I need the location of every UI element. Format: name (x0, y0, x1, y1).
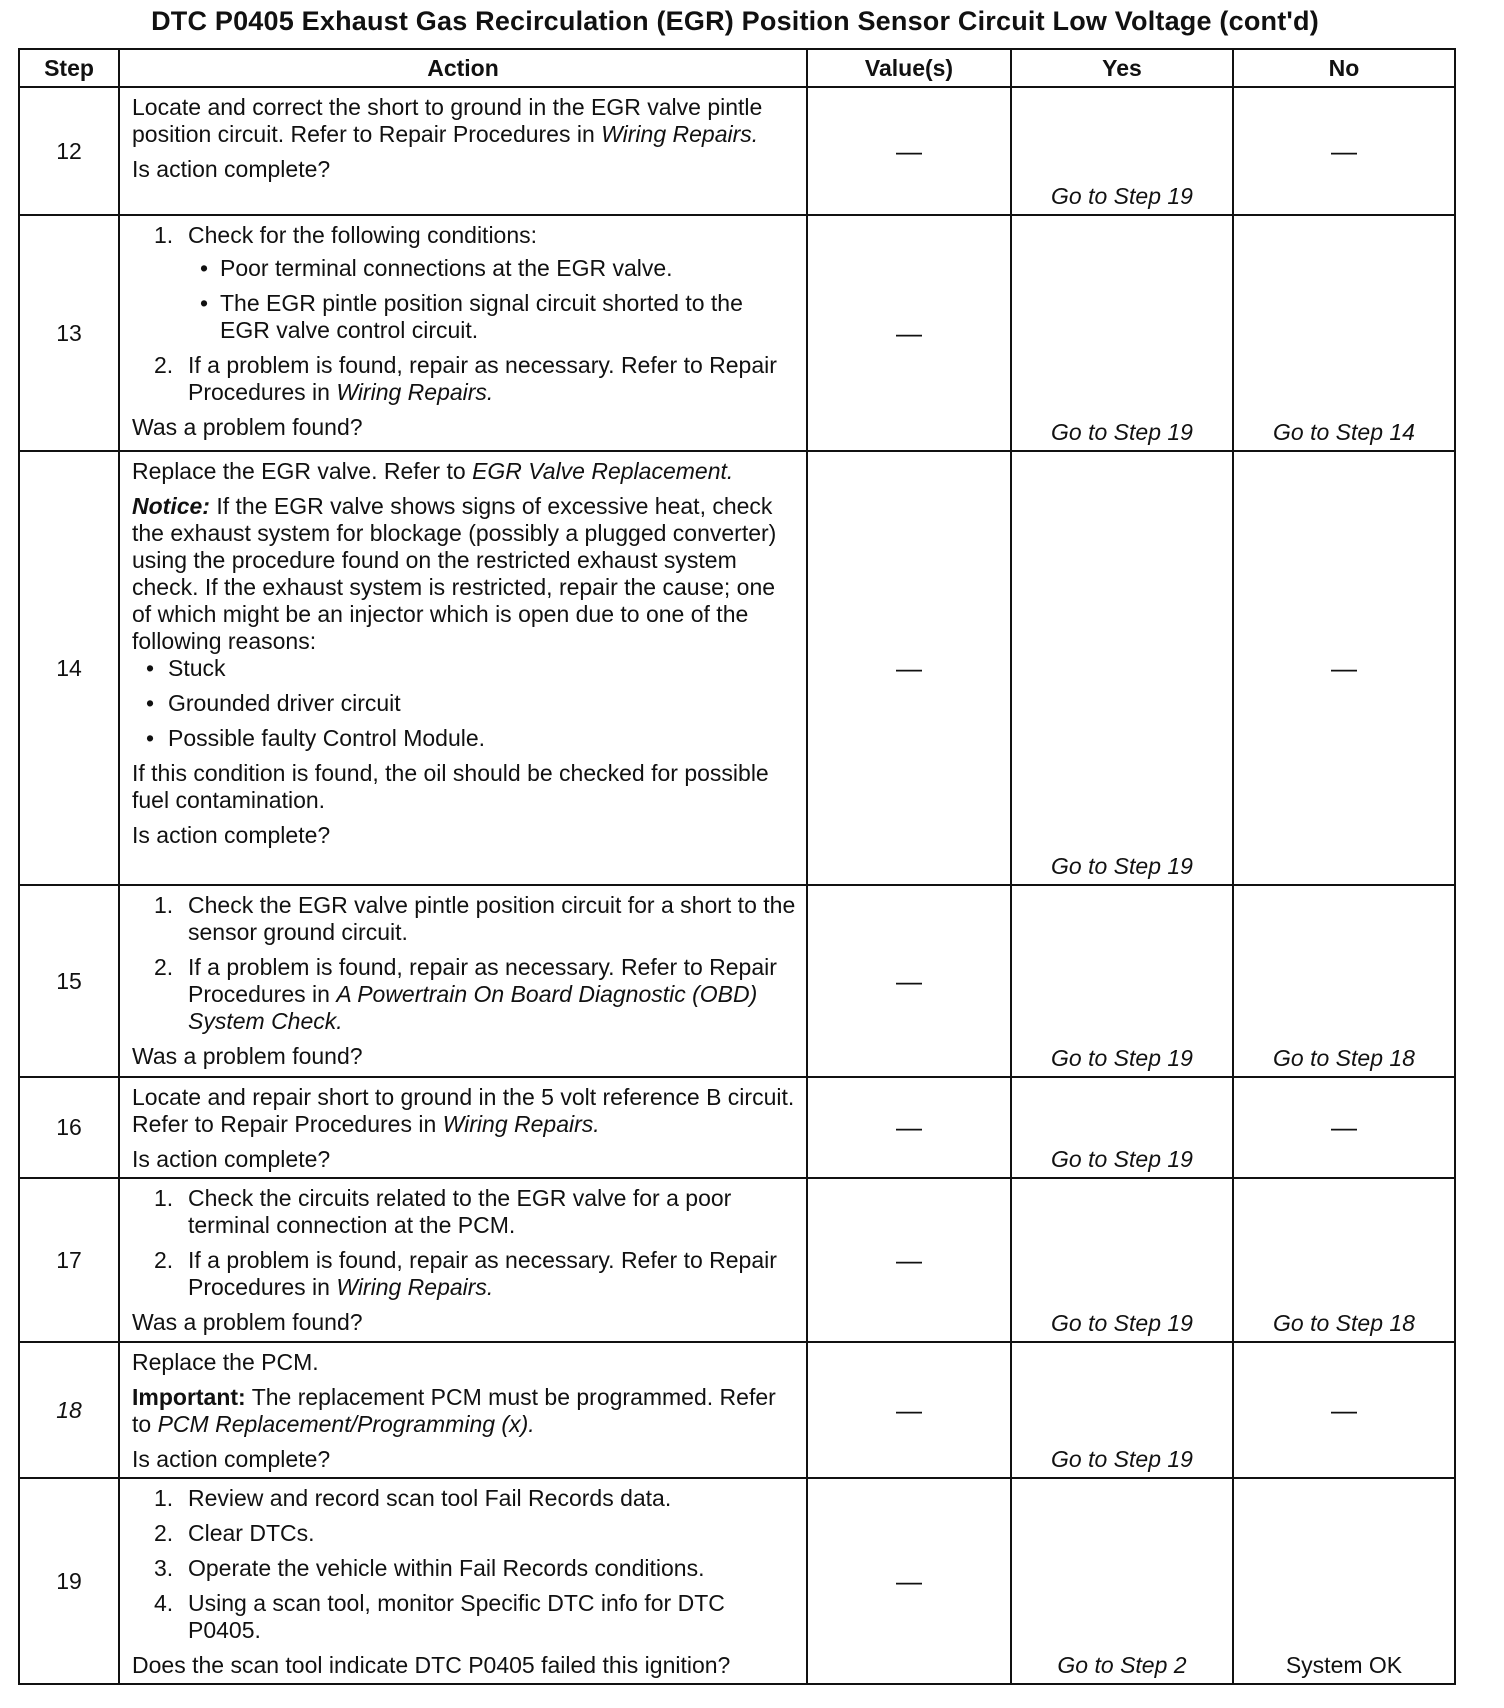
step-number: 14 (19, 451, 119, 885)
bullet-list (188, 255, 798, 344)
no-cell: Go to Step 18 (1233, 1178, 1455, 1342)
list-item (132, 954, 798, 1035)
action-question: Is action complete? (132, 1446, 331, 1472)
no-cell: — (1233, 451, 1455, 885)
item-text: If a problem is found, repair as necessary. Refer to Repair Procedures in (188, 1247, 777, 1300)
yes-cell: Go to Step 19 (1011, 885, 1233, 1077)
notice-paragraph (132, 493, 798, 655)
action-question: Is action complete? (132, 1146, 331, 1172)
table-row (19, 1178, 1455, 1342)
yes-cell: Go to Step 19 (1011, 215, 1233, 451)
value-cell: — (807, 1178, 1011, 1342)
value-cell: — (807, 451, 1011, 885)
action-text-part: Locate and correct the short to ground in the EGR valve pintle position circuit. Refer to Repair Procedures in (132, 94, 763, 147)
item-number: 1. (154, 1485, 174, 1511)
reference-link: PCM Replacement/Programming (x). (157, 1411, 535, 1437)
yes-cell: Go to Step 19 (1011, 1178, 1233, 1342)
no-cell: — (1233, 87, 1455, 215)
reference-link: Wiring Repairs. (442, 1111, 600, 1137)
table-row (19, 215, 1455, 451)
list-item (132, 222, 798, 344)
table-row (19, 1342, 1455, 1478)
yes-cell: Go to Step 19 (1011, 1342, 1233, 1478)
list-item (132, 1247, 798, 1301)
reference-link: Wiring Repairs. (336, 1274, 494, 1300)
header-values: Value(s) (807, 49, 1011, 87)
bullet-item: • Grounded driver circuit (132, 690, 798, 717)
item-text: If a problem is found, repair as necessary. Refer to Repair Procedures in (188, 352, 777, 405)
action-text-part: Replace the EGR valve. Refer to (132, 458, 473, 484)
item-text: Clear DTCs. (188, 1520, 315, 1546)
action-cell (119, 87, 807, 215)
item-text: Check for the following conditions: (188, 222, 538, 248)
action-question: Does the scan tool indicate DTC P0405 failed this ignition? (132, 1652, 731, 1678)
numbered-list (132, 1185, 798, 1301)
no-cell: System OK (1233, 1478, 1455, 1684)
action-cell (119, 215, 807, 451)
list-item (132, 1590, 798, 1644)
item-number: 2. (154, 954, 174, 980)
header-yes: Yes (1011, 49, 1233, 87)
reference-link: EGR Valve Replacement. (472, 458, 734, 484)
table-header-row (19, 49, 1455, 87)
reference-link: Wiring Repairs. (336, 379, 494, 405)
bullet-item: • Possible faulty Control Module. (132, 725, 798, 752)
item-text: Using a scan tool, monitor Specific DTC info for DTC P0405. (188, 1590, 725, 1643)
important-label: Important: (132, 1384, 246, 1410)
table-row (19, 1077, 1455, 1178)
value-cell: — (807, 885, 1011, 1077)
numbered-list (132, 1485, 798, 1644)
header-action: Action (119, 49, 807, 87)
no-cell: Go to Step 14 (1233, 215, 1455, 451)
bullet-item: • Stuck (132, 655, 798, 682)
item-number: 3. (154, 1555, 174, 1581)
important-paragraph (132, 1384, 798, 1438)
value-cell: — (807, 215, 1011, 451)
no-cell: — (1233, 1342, 1455, 1478)
yes-cell: Go to Step 19 (1011, 451, 1233, 885)
header-no: No (1233, 49, 1455, 87)
numbered-list (132, 892, 798, 1035)
action-cell (119, 885, 807, 1077)
list-item (132, 892, 798, 946)
bullet-item: • The EGR pintle position signal circuit shorted to the EGR valve control circuit. (188, 290, 798, 344)
step-number: 19 (19, 1478, 119, 1684)
action-text-part: Locate and repair short to ground in the 5 volt reference B circuit. Refer to Repair Procedures in (132, 1084, 795, 1137)
condition-text: If this condition is found, the oil should be checked for possible fuel contamination. (132, 760, 769, 813)
bullet-list (132, 655, 798, 752)
value-cell: — (807, 87, 1011, 215)
action-cell (119, 451, 807, 885)
list-item (132, 1485, 798, 1512)
item-number: 2. (154, 1247, 174, 1273)
action-question: Was a problem found? (132, 1043, 363, 1069)
action-question: Is action complete? (132, 822, 331, 848)
value-cell: — (807, 1077, 1011, 1178)
notice-text: If the EGR valve shows signs of excessive heat, check the exhaust system for blockage (possibly a plugged converter) using the procedure found on the restricted exhaust system check. If the exhaust system is restricted, repair the cause; one of which might be an injector which is open due to one of the following reasons: (132, 493, 777, 654)
step-number: 16 (19, 1077, 119, 1178)
item-number: 1. (154, 1185, 174, 1211)
list-item (132, 1520, 798, 1547)
list-item (132, 352, 798, 406)
action-question: Was a problem found? (132, 1309, 363, 1335)
action-question: Was a problem found? (132, 414, 363, 440)
bullet-item: • Poor terminal connections at the EGR valve. (188, 255, 798, 282)
step-number: 12 (19, 87, 119, 215)
page-title: DTC P0405 Exhaust Gas Recirculation (EGR) Position Sensor Circuit Low Voltage (cont'd) (151, 6, 1319, 36)
action-question: Is action complete? (132, 156, 331, 182)
item-number: 1. (154, 222, 174, 248)
yes-cell: Go to Step 2 (1011, 1478, 1233, 1684)
no-cell: Go to Step 18 (1233, 885, 1455, 1077)
diagnostic-table (18, 48, 1456, 1685)
yes-cell: Go to Step 19 (1011, 87, 1233, 215)
reference-link: Wiring Repairs. (601, 121, 759, 147)
action-text (132, 1084, 798, 1138)
step-number: 17 (19, 1178, 119, 1342)
header-step: Step (19, 49, 119, 87)
important-text: The replacement PCM must be programmed. Refer to (132, 1384, 776, 1437)
item-number: 2. (154, 1520, 174, 1546)
no-cell: — (1233, 1077, 1455, 1178)
item-number: 1. (154, 892, 174, 918)
step-number: 15 (19, 885, 119, 1077)
action-text (132, 94, 798, 148)
action-text (132, 458, 798, 485)
item-number: 2. (154, 352, 174, 378)
step-number: 18 (19, 1342, 119, 1478)
yes-cell: Go to Step 19 (1011, 1077, 1233, 1178)
value-cell: — (807, 1478, 1011, 1684)
action-text: Replace the PCM. (132, 1349, 319, 1375)
item-number: 4. (154, 1590, 174, 1616)
list-item (132, 1555, 798, 1582)
item-text: If a problem is found, repair as necessary. Refer to Repair Procedures in (188, 954, 777, 1007)
item-text: Review and record scan tool Fail Records data. (188, 1485, 672, 1511)
reference-link: A Powertrain On Board Diagnostic (OBD) System Check. (188, 981, 758, 1034)
table-row (19, 451, 1455, 885)
action-cell (119, 1478, 807, 1684)
table-row (19, 885, 1455, 1077)
item-text: Check the EGR valve pintle position circuit for a short to the sensor ground circuit. (188, 892, 796, 945)
value-cell: — (807, 1342, 1011, 1478)
action-cell (119, 1077, 807, 1178)
notice-label: Notice: (132, 493, 210, 519)
step-number: 13 (19, 215, 119, 451)
item-text: Operate the vehicle within Fail Records conditions. (188, 1555, 705, 1581)
action-cell (119, 1342, 807, 1478)
table-row (19, 87, 1455, 215)
item-text: Check the circuits related to the EGR valve for a poor terminal connection at the PCM. (188, 1185, 732, 1238)
list-item (132, 1185, 798, 1239)
table-row (19, 1478, 1455, 1684)
action-cell (119, 1178, 807, 1342)
numbered-list (132, 222, 798, 406)
